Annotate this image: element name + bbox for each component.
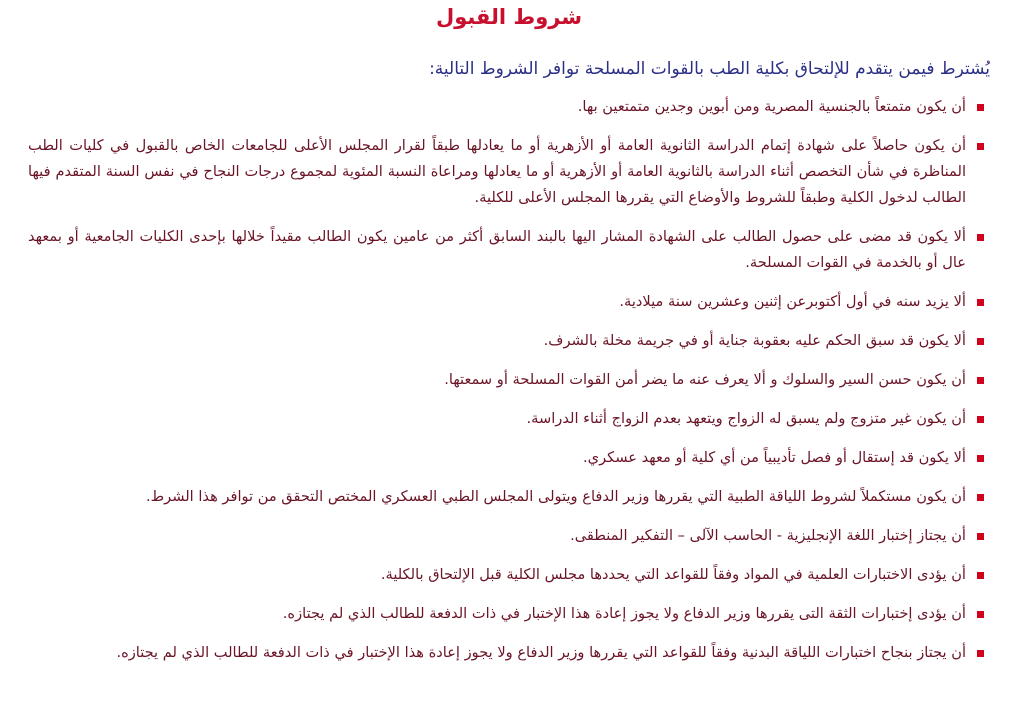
condition-text: أن يكون غير متزوج ولم يسبق له الزواج ويتعهد بعدم الزواج أثناء الدراسة. [526,410,966,427]
condition-text: أن يجتاز بنجاح اختبارات اللياقة البدنية وفقاً للقواعد التي يقررها وزير الدفاع ولا يجوز إعادة هذا الإختبار في ذات الدفعة للطالب الذي لم يجتازه. [116,644,966,661]
bullet-square-icon [977,377,984,384]
condition-item [28,328,990,354]
condition-text: أن يؤدى الاختبارات العلمية في المواد وفقاً للقواعد التي يحددها مجلس الكلية قبل الإلتحاق بالكلية. [380,566,966,583]
condition-text: أن يكون متمتعاً بالجنسية المصرية ومن أبوين وجدين متمتعين بها. [577,98,966,115]
condition-item [28,484,990,510]
bullet-square-icon [977,455,984,462]
bullet-square-icon [977,143,984,150]
condition-text: ألا يزيد سنه في أول أكتوبرعن إثنين وعشرين سنة ميلادية. [619,293,966,310]
condition-item [28,562,990,588]
condition-text: أن يجتاز إختبار اللغة الإنجليزية - الحاسب الآلى – التفكير المنطقى. [570,527,966,544]
condition-item [28,406,990,432]
condition-item [28,601,990,627]
bullet-square-icon [977,299,984,306]
bullet-square-icon [977,234,984,241]
condition-text: أن يؤدى إختبارات الثقة التى يقررها وزير الدفاع ولا يجوز إعادة هذا الإختبار في ذات الدفعة للطالب الذي لم يجتازه. [282,605,966,622]
condition-item [28,94,990,120]
condition-text: ألا يكون قد سبق الحكم عليه بعقوبة جناية أو في جريمة مخلة بالشرف. [543,332,966,349]
condition-item [28,523,990,549]
condition-item [28,367,990,393]
bullet-square-icon [977,533,984,540]
bullet-square-icon [977,572,984,579]
condition-text: ألا يكون قد إستقال أو فصل تأديبياً من أي كلية أو معهد عسكري. [583,449,966,466]
condition-item [28,289,990,315]
condition-item [28,445,990,471]
condition-text: أن يكون حاصلاً على شهادة إتمام الدراسة الثانوية العامة أو الأزهرية أو ما يعادلها طبقاً لقرار المجلس الأعلى للجامعات الخاص بالقبول في كليات الطب المناظرة في شأن التخصص أثناء الدراسة بالثانوية العامة أو الأزهرية أو ما يعادلها ومراعاة النسبة المئوية لمجموع درجات النجاح في نفس السنة المتقدم فيها الطالب لدخول الكلية وطبقاً للشروط والأوضاع التي يقررها المجلس الأعلى للكلية. [28,137,966,206]
intro-text: يُشترط فيمن يتقدم للإلتحاق بكلية الطب بالقوات المسلحة توافر الشروط التالية: [429,59,990,79]
condition-text: أن يكون حسن السير والسلوك و ألا يعرف عنه ما يضر أمن القوات المسلحة أو سمعتها. [444,371,966,388]
condition-text: أن يكون مستكملاً لشروط اللياقة الطبية التي يقررها وزير الدفاع ويتولى المجلس الطبي العسكري المختص التحقق من توافر هذا الشرط. [146,488,966,505]
condition-item [28,640,990,666]
bullet-square-icon [977,104,984,111]
bullet-square-icon [977,338,984,345]
condition-item [28,224,990,276]
condition-item [28,133,990,211]
condition-text: ألا يكون قد مضى على حصول الطالب على الشهادة المشار اليها بالبند السابق أكثر من عامين يكون الطالب مقيداً خلالها بإحدى الكليات الجامعية أو بمعهد عال أو بالخدمة في القوات المسلحة. [28,228,966,271]
bullet-square-icon [977,650,984,657]
bullet-square-icon [977,611,984,618]
bullet-square-icon [977,416,984,423]
page-title: شروط القبول [435,5,583,29]
conditions-list [28,94,990,666]
bullet-square-icon [977,494,984,501]
